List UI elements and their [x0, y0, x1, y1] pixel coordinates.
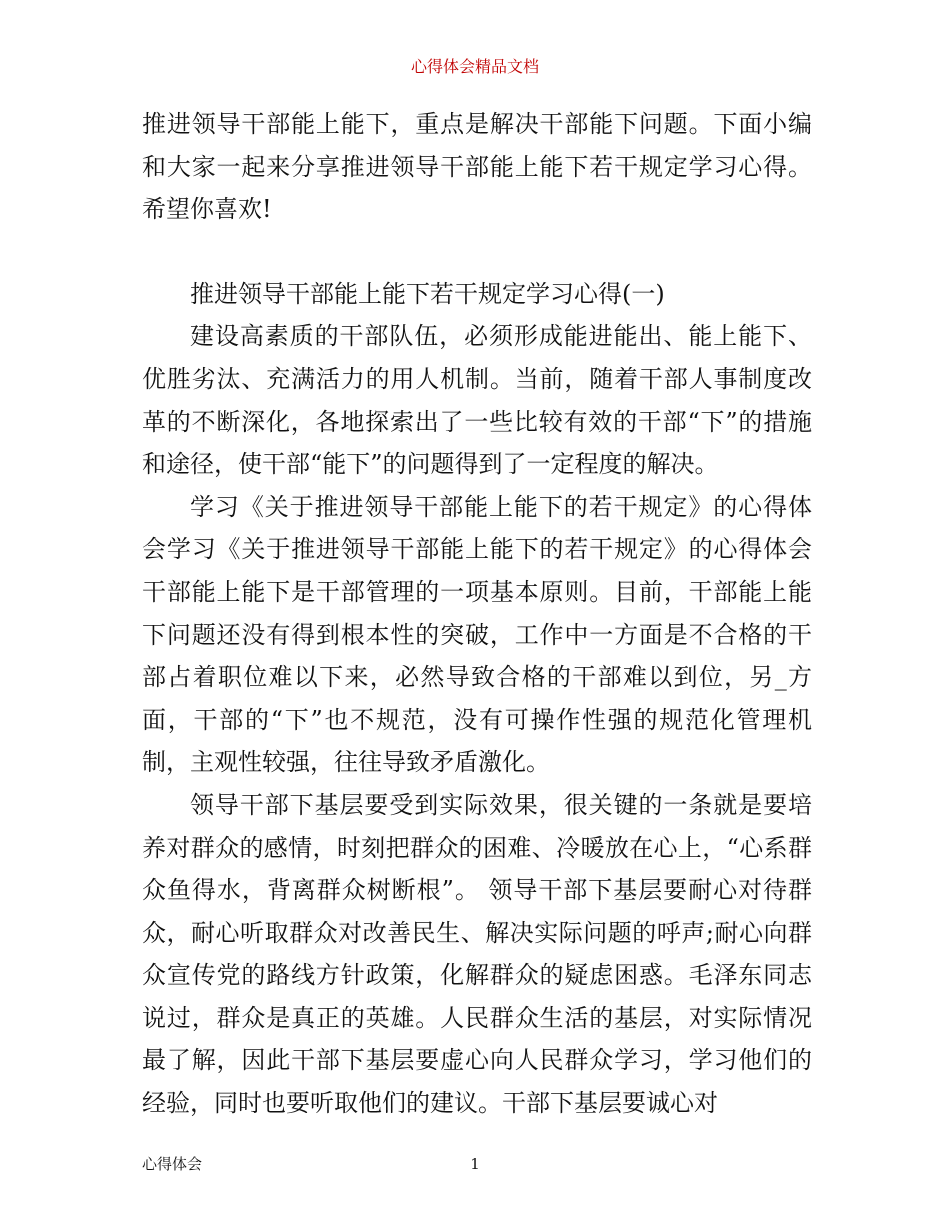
page-header-title: 心得体会精品文档 — [410, 57, 539, 76]
body-paragraph-1: 建设高素质的干部队伍，必须形成能进能出、能上能下、优胜劣汰、充满活力的用人机制。当前，随着干部人事制度改革的不断深化，各地探索出了一些比较有效的干部“下”的措施和途径，使干部“能下”的问题得到了一定程度的解决。 — [142, 322, 812, 479]
document-body — [142, 103, 812, 1125]
intro-paragraph: 推进领导干部能上能下，重点是解决干部能下问题。下面小编和大家一起来分享推进领导干部能上能下若干规定学习心得。希望你喜欢! — [142, 110, 812, 224]
paragraph-spacer — [142, 231, 812, 273]
page-number: 1 — [470, 1155, 480, 1173]
section-title: 推进领导干部能上能下若干规定学习心得(一) — [190, 279, 665, 308]
footer-label: 心得体会 — [142, 1155, 203, 1173]
body-paragraph-3: 领导干部下基层要受到实际效果，很关键的一条就是要培养对群众的感情，时刻把群众的困难、冷暖放在心上，“心系群众鱼得水，背离群众树断根”。 领导干部下基层要耐心对待群众，耐心听取群众对改善民生、解决实际问题的呼声;耐心向群众宣传党的路线方针政策，化解群众的疑虑困惑。毛泽东同志说过，群众是真正的英雄。人民群众生活的基层，对实际情况最了解，因此干部下基层要虚心向人民群众学习，学习他们的经验，同时也要听取他们的建议。干部下基层要诚心对 — [142, 790, 812, 1118]
body-paragraph-2: 学习《关于推进领导干部能上能下的若干规定》的心得体会学习《关于推进领导干部能上能下的若干规定》的心得体会干部能上能下是干部管理的一项基本原则。目前，干部能上能下问题还没有得到根本性的突破，工作中一方面是不合格的干部占着职位难以下来，必然导致合格的干部难以到位，另_方面，干部的“下”也不规范，没有可操作性强的规范化管理机制，主观性较强，往往导致矛盾激化。 — [142, 492, 812, 777]
